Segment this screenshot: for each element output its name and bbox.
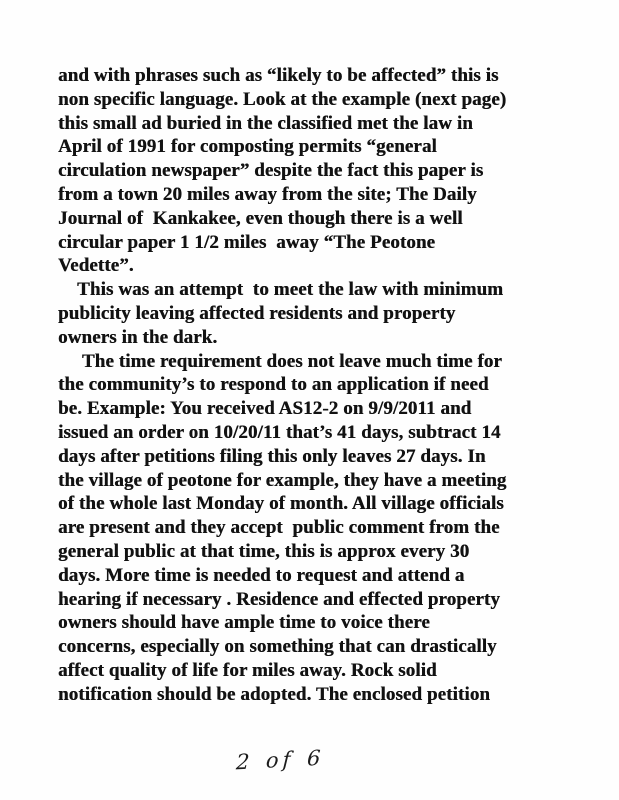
- document-line: of the whole last Monday of month. All village officials: [58, 493, 504, 515]
- handwritten-page-number: 2 of 6: [235, 745, 326, 775]
- document-line: the community’s to respond to an application if need: [58, 374, 489, 396]
- document-text-block: [58, 64, 563, 707]
- document-line: The time requirement does not leave much time for: [58, 350, 502, 372]
- document-line: affect quality of life for miles away. Rock solid: [58, 659, 437, 681]
- document-line: Journal of Kankakee, even though there is a well: [58, 207, 463, 229]
- document-line: days after petitions filing this only leaves 27 days. In: [58, 445, 486, 467]
- document-line: Vedette”.: [58, 255, 134, 277]
- document-line: owners should have ample time to voice there: [58, 612, 430, 634]
- document-line: circulation newspaper” despite the fact this paper is: [58, 160, 484, 182]
- document-line: hearing if necessary . Residence and effected property: [58, 588, 500, 610]
- document-line: non specific language. Look at the example (next page): [58, 88, 507, 110]
- document-line: issued an order on 10/20/11 that’s 41 days, subtract 14: [58, 421, 501, 443]
- document-line: April of 1991 for composting permits “general: [58, 136, 437, 158]
- document-line: publicity leaving affected residents and property: [58, 302, 456, 324]
- document-line: this small ad buried in the classified met the law in: [58, 112, 473, 134]
- document-line: notification should be adopted. The enclosed petition: [58, 683, 490, 705]
- document-line: circular paper 1 1/2 miles away “The Peotone: [58, 231, 436, 253]
- document-line: concerns, especially on something that can drastically: [58, 636, 497, 658]
- document-line: days. More time is needed to request and attend a: [58, 564, 465, 586]
- document-line: are present and they accept public comment from the: [58, 517, 500, 539]
- document-line: This was an attempt to meet the law with minimum: [58, 279, 504, 301]
- document-line: the village of peotone for example, they have a meeting: [58, 469, 507, 491]
- document-line: owners in the dark.: [58, 326, 218, 348]
- document-line: from a town 20 miles away from the site; The Daily: [58, 183, 477, 205]
- document-line: and with phrases such as “likely to be affected” this is: [58, 65, 499, 86]
- document-line: be. Example: You received AS12-2 on 9/9/2011 and: [58, 398, 472, 420]
- document-line: general public at that time, this is approx every 30: [58, 540, 470, 562]
